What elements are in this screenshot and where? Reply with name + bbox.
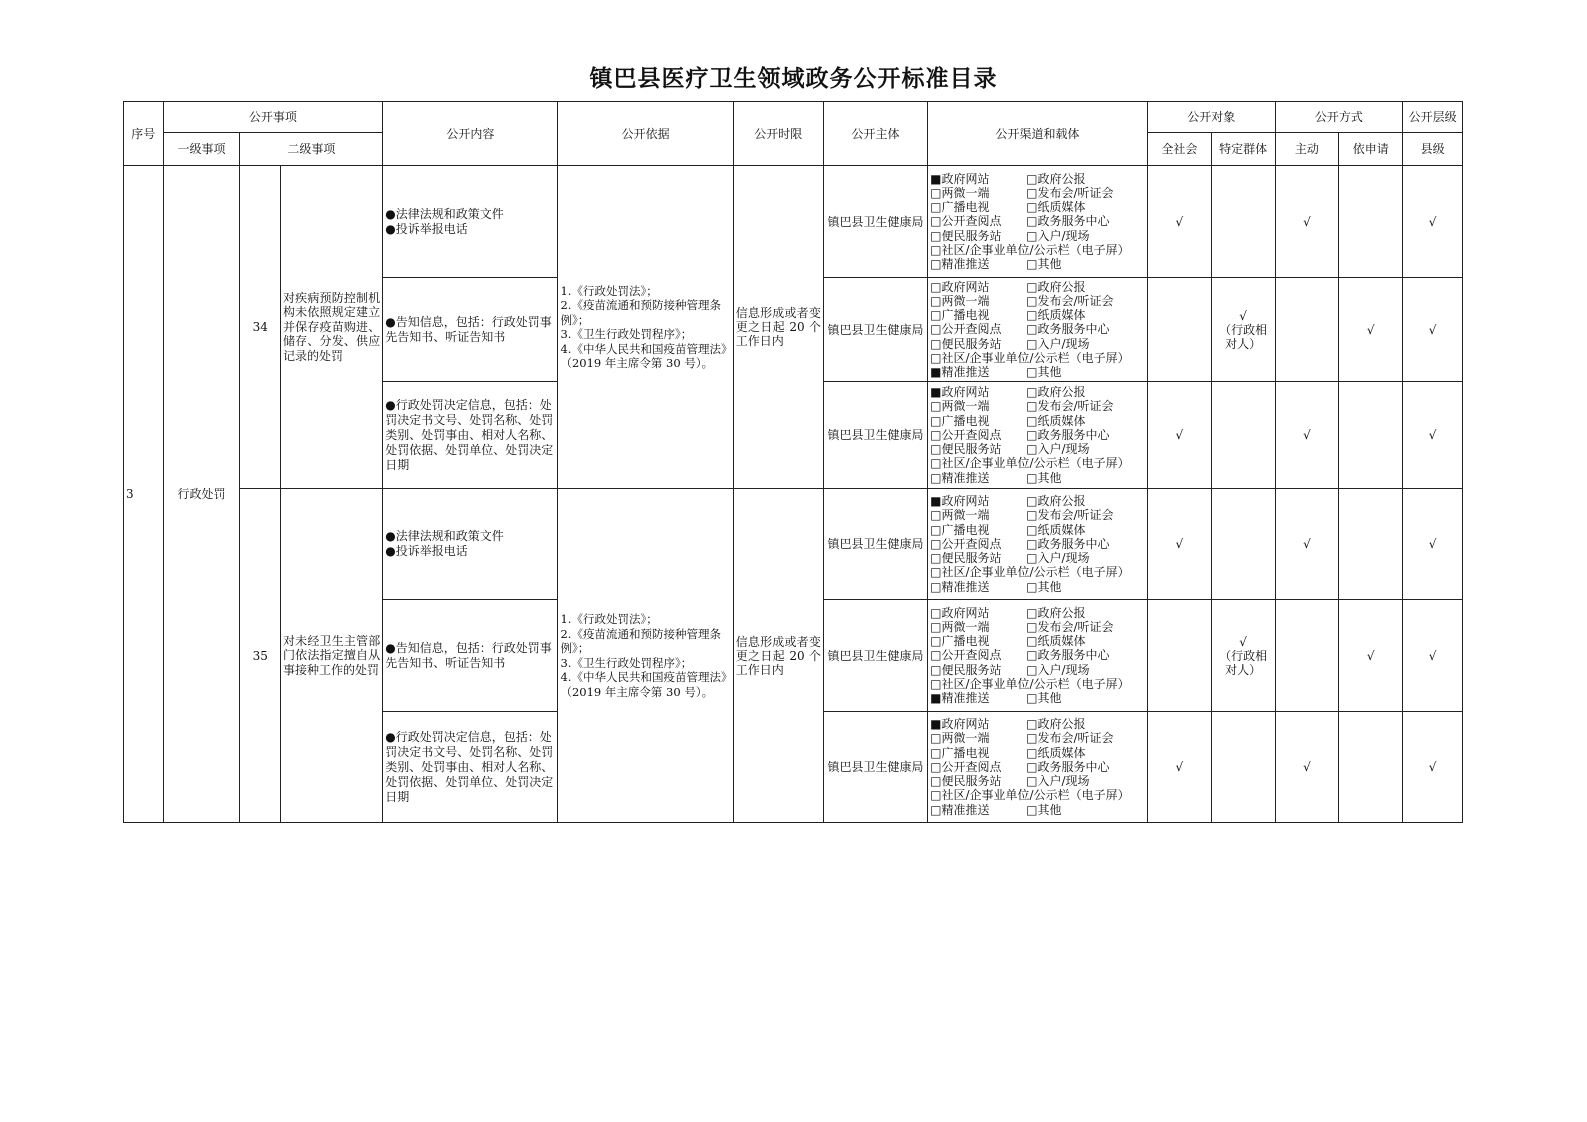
time-limit-cell: 信息形成或者变 更之日起 20 个工作日内 <box>733 489 823 823</box>
content-item: ●行政处罚决定信息，包括：处罚决定书文号、处罚名称、处罚类别、处罚事由、相对人名称、处罚依据、处罚单位、处罚决定日期 <box>385 397 554 472</box>
specific-group-check <box>1211 489 1275 600</box>
header-subject: 公开主体 <box>823 102 927 166</box>
channel-option: □广播电视 <box>930 522 990 537</box>
county-check: √ <box>1403 600 1463 712</box>
channel-option: □政府网站 <box>930 605 990 620</box>
header-method: 公开方式 <box>1275 102 1403 133</box>
channel-option: □两微一端 <box>930 399 990 414</box>
channel-option: □社区/企事业单位/公示栏（电子屏） <box>930 788 1130 803</box>
on-request-check: √ <box>1339 600 1403 712</box>
basis-item: 2.《疫苗流通和预防接种管理条 例》； <box>560 298 721 327</box>
channel-option: □入户/现场 <box>1026 551 1090 566</box>
header-specific-group: 特定群体 <box>1211 133 1275 166</box>
channel-option: □两微一端 <box>930 731 990 746</box>
content-cell <box>383 278 558 382</box>
channel-option: □其他 <box>1026 579 1062 594</box>
channel-option: □精准推送 <box>930 802 990 817</box>
basis-item: 1.《行政处罚法》； <box>560 283 658 298</box>
county-check: √ <box>1403 166 1463 278</box>
channels-grid <box>930 172 1145 271</box>
channel-option: □政务服务中心 <box>1026 648 1110 663</box>
on-request-check <box>1339 382 1403 489</box>
channel-option: □便民服务站 <box>930 774 1002 789</box>
page-title: 镇巴县医疗卫生领域政务公开标准目录 <box>589 65 998 92</box>
channel-option: □入户/现场 <box>1026 774 1090 789</box>
channel-option: □入户/现场 <box>1026 442 1090 457</box>
channel-option: □纸质媒体 <box>1026 745 1086 760</box>
channel-option: □两微一端 <box>930 185 990 200</box>
channel-option: □其他 <box>1026 257 1062 271</box>
channel-option: □政府公报 <box>1026 279 1086 294</box>
header-level2: 二级事项 <box>240 133 383 166</box>
subject-cell: 镇巴县卫生健康局 <box>823 600 927 712</box>
channel-option: □社区/企事业单位/公示栏（电子屏） <box>930 456 1130 471</box>
content-item: ●行政处罚决定信息，包括：处罚决定书文号、处罚名称、处罚类别、处罚事由、相对人名称、处罚依据、处罚单位、处罚决定日期 <box>385 729 554 804</box>
channel-option: □政务服务中心 <box>1026 536 1110 551</box>
active-check: √ <box>1275 166 1339 278</box>
channels-cell <box>928 600 1148 712</box>
channel-option: □政府网站 <box>930 279 990 294</box>
header-content: 公开内容 <box>383 102 558 166</box>
channels-cell <box>928 166 1148 278</box>
basis-cell <box>558 166 733 489</box>
channel-option: □其他 <box>1026 802 1062 817</box>
basis-item: 3.《卫生行政处罚程序》； <box>560 655 693 670</box>
header-active: 主动 <box>1275 133 1339 166</box>
channel-option: □社区/企事业单位/公示栏（电子屏） <box>930 565 1130 580</box>
channel-option: ■政府网站 <box>930 494 990 509</box>
channel-option: □社区/企事业单位/公示栏（电子屏） <box>930 242 1130 257</box>
channels-cell <box>928 712 1148 823</box>
channel-option: □公开查阅点 <box>930 322 1002 337</box>
catalog-table <box>123 101 1463 823</box>
channel-option: □政务服务中心 <box>1026 322 1110 337</box>
channel-option: □广播电视 <box>930 634 990 649</box>
time-limit-cell: 信息形成或者变 更之日起 20 个工作日内 <box>733 166 823 489</box>
channel-option: □政务服务中心 <box>1026 214 1110 229</box>
county-check: √ <box>1403 382 1463 489</box>
channel-option: □其他 <box>1026 470 1062 485</box>
channel-option: □广播电视 <box>930 200 990 215</box>
channel-option: □纸质媒体 <box>1026 522 1086 537</box>
channel-option: □发布会/听证会 <box>1026 399 1114 414</box>
whole-society-check: √ <box>1147 382 1211 489</box>
level2-item: 对未经卫生主管部门依法指定擅自从事接种工作的处罚 <box>280 489 382 823</box>
specific-group-check <box>1211 166 1275 278</box>
on-request-check: √ <box>1339 278 1403 382</box>
content-item: ●告知信息，包括：行政处罚事 先告知书、听证告知书 <box>385 314 552 344</box>
header-level: 公开层级 <box>1403 102 1463 133</box>
content-item: ●法律法规和政策文件 <box>385 529 504 543</box>
channel-option: □发布会/听证会 <box>1026 619 1114 634</box>
channel-option: □政府公报 <box>1026 717 1086 732</box>
basis-item: 2.《疫苗流通和预防接种管理条 例》； <box>560 626 721 655</box>
channel-option: □精准推送 <box>930 470 990 485</box>
basis-item: 1.《行政处罚法》； <box>560 612 658 626</box>
channels-grid <box>930 606 1145 705</box>
subject-cell: 镇巴县卫生健康局 <box>823 278 927 382</box>
active-check: √ <box>1275 712 1339 823</box>
channels-grid <box>930 280 1145 379</box>
header-time-limit: 公开时限 <box>733 102 823 166</box>
subject-cell: 镇巴县卫生健康局 <box>823 382 927 489</box>
channel-option: □便民服务站 <box>930 662 1002 677</box>
whole-society-check <box>1147 278 1211 382</box>
basis-item: 4.《中华人民共和国疫苗管理法》（2019 年主席令第 30 号）。 <box>560 341 727 370</box>
channel-option: □政府公报 <box>1026 605 1086 620</box>
county-check: √ <box>1403 489 1463 600</box>
channel-option: □社区/企事业单位/公示栏（电子屏） <box>930 676 1130 691</box>
subject-cell: 镇巴县卫生健康局 <box>823 712 927 823</box>
channel-option: ■精准推送 <box>930 691 990 705</box>
header-items: 公开事项 <box>163 102 383 133</box>
level2-item: 对疾病预防控制机构未依照规定建立 并保存疫苗购进、 储存、分发、供应记录的处罚 <box>280 166 382 489</box>
channel-option: □精准推送 <box>930 257 990 271</box>
specific-group-check: √ （行政相 对人） <box>1211 600 1275 712</box>
content-cell <box>383 166 558 278</box>
channel-option: □纸质媒体 <box>1026 413 1086 428</box>
content-item: ●告知信息，包括：行政处罚事 先告知书、听证告知书 <box>385 640 552 670</box>
channel-option: □公开查阅点 <box>930 427 1002 442</box>
specific-group-check <box>1211 382 1275 489</box>
active-check <box>1275 600 1339 712</box>
channel-option: □纸质媒体 <box>1026 200 1086 215</box>
table-body <box>124 166 1463 823</box>
channel-option: □发布会/听证会 <box>1026 731 1114 746</box>
whole-society-check: √ <box>1147 166 1211 278</box>
county-check: √ <box>1403 712 1463 823</box>
specific-group-check: √ （行政相 对人） <box>1211 278 1275 382</box>
content-cell <box>383 600 558 712</box>
channel-option: □入户/现场 <box>1026 662 1090 677</box>
on-request-check <box>1339 166 1403 278</box>
channels-cell <box>928 489 1148 600</box>
channel-option: □两微一端 <box>930 293 990 308</box>
active-check <box>1275 278 1339 382</box>
content-cell <box>383 382 558 489</box>
basis-cell <box>558 489 733 823</box>
subject-cell: 镇巴县卫生健康局 <box>823 166 927 278</box>
channel-option: □发布会/听证会 <box>1026 508 1114 523</box>
whole-society-check: √ <box>1147 712 1211 823</box>
channel-option: □两微一端 <box>930 619 990 634</box>
channel-option: □政务服务中心 <box>1026 759 1110 774</box>
content-item: ●法律法规和政策文件 <box>385 206 504 221</box>
channel-option: □公开查阅点 <box>930 214 1002 229</box>
content-cell <box>383 712 558 823</box>
level1-item: 行政处罚 <box>163 166 240 823</box>
channel-option: □便民服务站 <box>930 228 1002 243</box>
channels-grid <box>930 385 1145 484</box>
channel-option: □政府公报 <box>1026 494 1086 509</box>
basis-item: 4.《中华人民共和国疫苗管理法》（2019 年主席令第 30 号）。 <box>560 670 727 699</box>
item-number: 35 <box>240 489 281 823</box>
channels-grid <box>930 494 1145 593</box>
specific-group-check <box>1211 712 1275 823</box>
channel-option: □广播电视 <box>930 745 990 760</box>
channel-option: □其他 <box>1026 691 1062 705</box>
item-number: 34 <box>240 166 281 489</box>
channel-option: □入户/现场 <box>1026 336 1090 351</box>
on-request-check <box>1339 712 1403 823</box>
whole-society-check: √ <box>1147 489 1211 600</box>
channel-option: □公开查阅点 <box>930 759 1002 774</box>
channel-option: □政府公报 <box>1026 171 1086 186</box>
channel-option: □广播电视 <box>930 413 990 428</box>
header-channels: 公开渠道和载体 <box>928 102 1148 166</box>
basis-item: 3.《卫生行政处罚程序》； <box>560 327 693 341</box>
channels-cell <box>928 382 1148 489</box>
header-basis: 公开依据 <box>558 102 733 166</box>
active-check: √ <box>1275 489 1339 600</box>
channel-option: □便民服务站 <box>930 442 1002 457</box>
channel-option: □入户/现场 <box>1026 228 1090 243</box>
content-item: ●投诉举报电话 <box>385 221 468 236</box>
header-level1: 一级事项 <box>163 133 240 166</box>
row-seq: 3 <box>124 166 164 823</box>
header-on-request: 依申请 <box>1339 133 1403 166</box>
channel-option: □便民服务站 <box>930 551 1002 566</box>
channel-option: □社区/企事业单位/公示栏（电子屏） <box>930 350 1130 365</box>
channel-option: ■政府网站 <box>930 385 990 400</box>
channel-option: □发布会/听证会 <box>1026 185 1114 200</box>
on-request-check <box>1339 489 1403 600</box>
channel-option: □公开查阅点 <box>930 536 1002 551</box>
channel-option: □纸质媒体 <box>1026 308 1086 323</box>
channel-option: □便民服务站 <box>930 336 1002 351</box>
channels-cell <box>928 278 1148 382</box>
channel-option: □两微一端 <box>930 508 990 523</box>
subject-cell: 镇巴县卫生健康局 <box>823 489 927 600</box>
header-object: 公开对象 <box>1147 102 1275 133</box>
table-row <box>124 489 1463 600</box>
content-cell <box>383 489 558 600</box>
header-seq: 序号 <box>124 102 164 166</box>
channel-option: □精准推送 <box>930 579 990 594</box>
active-check: √ <box>1275 382 1339 489</box>
channel-option: □公开查阅点 <box>930 648 1002 663</box>
channel-option: □发布会/听证会 <box>1026 293 1114 308</box>
channel-option: ■政府网站 <box>930 717 990 732</box>
whole-society-check <box>1147 600 1211 712</box>
channel-option: □政务服务中心 <box>1026 427 1110 442</box>
channel-option: ■精准推送 <box>930 365 990 379</box>
content-item: ●投诉举报电话 <box>385 544 468 558</box>
channels-grid <box>930 717 1145 816</box>
channel-option: □政府公报 <box>1026 385 1086 400</box>
channel-option: □广播电视 <box>930 308 990 323</box>
county-check: √ <box>1403 278 1463 382</box>
header-county: 县级 <box>1403 133 1463 166</box>
channel-option: □其他 <box>1026 365 1062 379</box>
channel-option: ■政府网站 <box>930 171 990 186</box>
channel-option: □纸质媒体 <box>1026 634 1086 649</box>
table-row <box>124 166 1463 278</box>
header-whole-society: 全社会 <box>1147 133 1211 166</box>
